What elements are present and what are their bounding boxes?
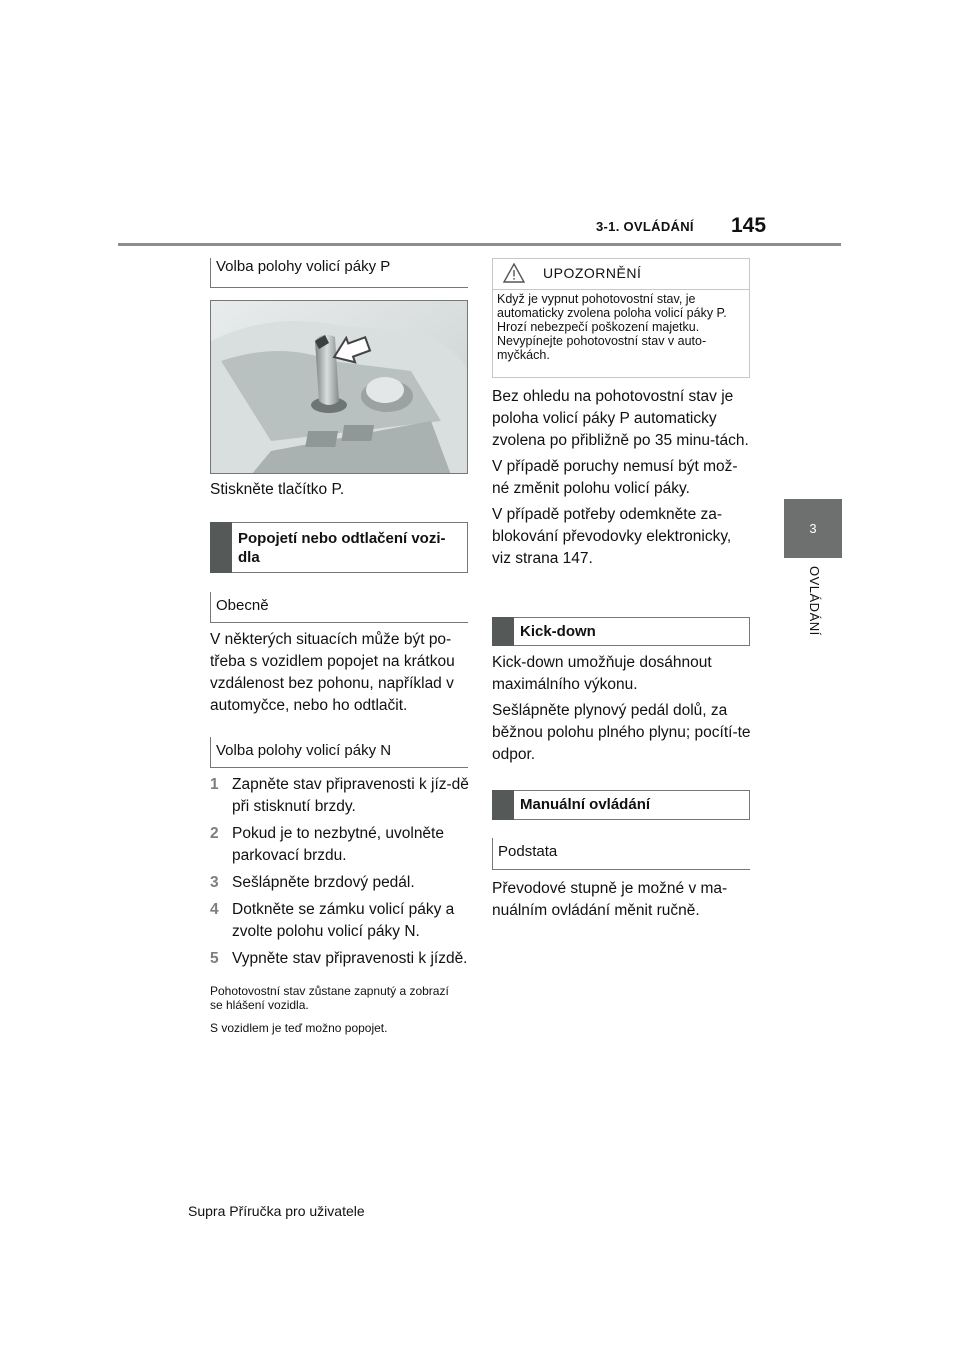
- boxhead-text: Manuální ovládání: [520, 796, 651, 813]
- paragraph: Bez ohledu na pohotovostní stav je poloha volicí páky P automaticky zvolena po přibližně po 35 minu-tách.: [492, 388, 749, 449]
- paragraph-general: V některých situacích může být po-třeba s vozidlem popojet na krátkou vzdálenost bez pohonu, například v automyčce, nebo ho odtlačit.: [210, 631, 455, 714]
- heading-text: Volba polohy volicí páky N: [216, 742, 392, 759]
- list-item: 1 Zapněte stav připravenosti k jíz-dě při stisknutí brzdy.: [210, 776, 469, 815]
- paragraph-auto-p: [492, 386, 754, 574]
- boxhead-marker: [210, 522, 232, 573]
- heading-select-p: [210, 258, 468, 288]
- heading-bar: [210, 592, 211, 622]
- paragraph: Kick-down umožňuje dosáhnout maximálního výkonu.: [492, 654, 712, 693]
- warning-header: [493, 259, 749, 290]
- list-item: 4 Dotkněte se zámku volicí páky a zvolte polohu volicí páky N.: [210, 901, 455, 940]
- paragraph-kickdown: [492, 652, 754, 770]
- heading-principle: [492, 838, 750, 870]
- warning-title: UPOZORNĚNÍ: [543, 265, 642, 281]
- boxhead-text: Kick-down: [520, 623, 596, 640]
- footer-text: Supra Příručka pro uživatele: [188, 1203, 365, 1219]
- boxhead-text: Popojetí nebo odtlačení vozi-dla: [238, 530, 446, 566]
- note-can-move: S vozidlem je teď možno popojet.: [210, 1021, 388, 1035]
- warning-box: [492, 258, 750, 378]
- paragraph: Sešlápněte plynový pedál dolů, za běžnou polohu plného plynu; pocítí-te odpor.: [492, 702, 751, 763]
- boxhead-marker: [492, 790, 514, 820]
- boxhead-kickdown: [492, 617, 750, 646]
- chapter-label: OVLÁDÁNÍ: [807, 566, 822, 636]
- warning-text: Když je vypnut pohotovostní stav, je automaticky zvolena poloha volicí páky P. Hrozí nebezpečí poškození majetku. Nevypínejte pohotovostní stav v auto-myčkách.: [497, 292, 727, 362]
- gear-lever-illustration: [210, 300, 468, 474]
- paragraph-manual: Převodové stupně je možné v ma-nuálním ovládání měnit ručně.: [492, 880, 728, 919]
- photo-caption: Stiskněte tlačítko P.: [210, 481, 345, 498]
- section-title: 3-1. OVLÁDÁNÍ: [596, 219, 694, 234]
- list-item: 5 Vypněte stav připravenosti k jízdě.: [210, 950, 468, 967]
- heading-text: Volba polohy volicí páky P: [216, 258, 391, 275]
- paragraph: V případě potřeby odemkněte za-blokování převodovky elektronicky, viz strana 147.: [492, 506, 732, 567]
- list-item: 3 Sešlápněte brzdový pedál.: [210, 874, 415, 891]
- heading-text: Podstata: [498, 843, 558, 860]
- gear-lever-svg: [211, 301, 468, 474]
- page-number: 145: [731, 214, 767, 237]
- heading-bar: [492, 838, 493, 869]
- paragraph: V případě poruchy nemusí být mož-né změnit polohu volicí páky.: [492, 458, 738, 497]
- note-standby: Pohotovostní stav zůstane zapnutý a zobrazí se hlášení vozidla.: [210, 984, 449, 1012]
- heading-bar: [210, 737, 211, 767]
- boxhead-push-vehicle: [210, 522, 468, 573]
- heading-text: Obecně: [216, 597, 269, 614]
- chapter-number: 3: [809, 521, 817, 536]
- chapter-tab: [784, 499, 842, 558]
- boxhead-marker: [492, 617, 514, 646]
- list-item: 2 Pokud je to nezbytné, uvolněte parkovací brzdu.: [210, 825, 444, 864]
- steps-list: [210, 774, 472, 975]
- warning-triangle-icon: [503, 263, 525, 283]
- heading-bar: [210, 258, 211, 287]
- header-rule: [118, 243, 841, 246]
- heading-select-n: [210, 737, 468, 768]
- boxhead-manual: [492, 790, 750, 820]
- heading-general: [210, 592, 468, 623]
